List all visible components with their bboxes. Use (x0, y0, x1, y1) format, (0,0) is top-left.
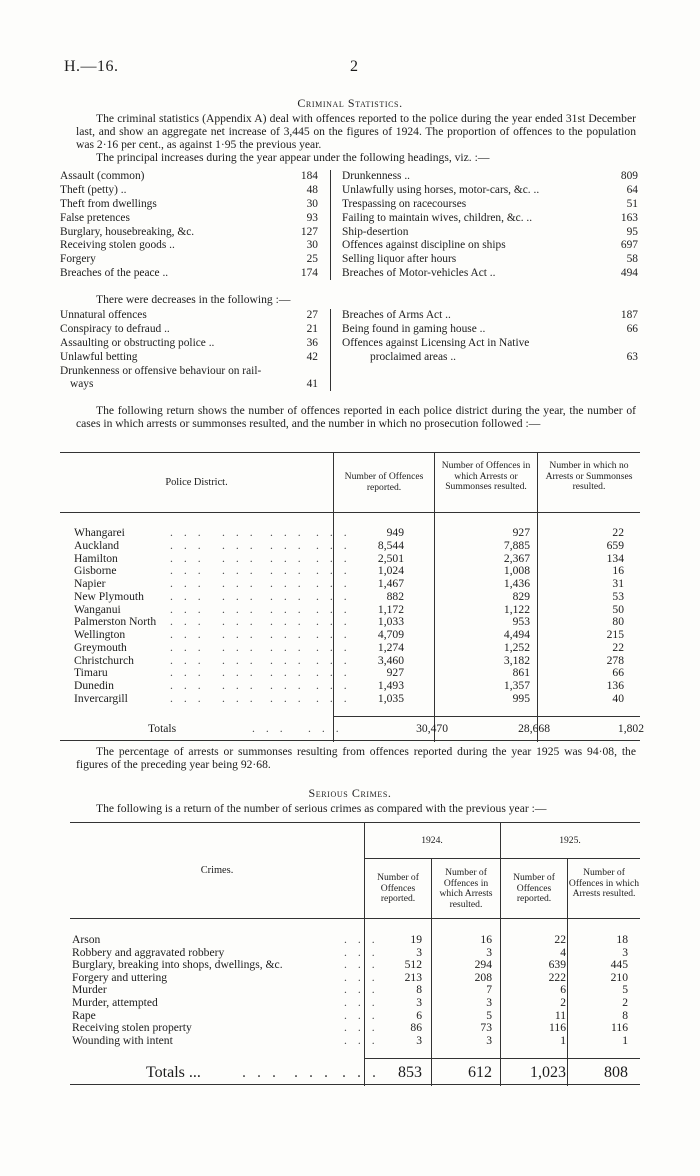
cell-no-arrests: 215 (606, 628, 624, 641)
item-label: Being found in gaming house .. (342, 322, 486, 335)
leader-dots: ... (222, 679, 264, 692)
item-label: Theft from dwellings (60, 197, 157, 210)
cell-a1925: 1 (622, 1033, 628, 1047)
leader-dots: ... (222, 538, 264, 552)
crime-name: Receiving stolen property (72, 1021, 192, 1035)
leader-dots: ... (344, 933, 386, 946)
leader-dots: ... (222, 564, 264, 578)
cell-arrests: 1,122 (503, 602, 530, 616)
list-item (342, 351, 638, 365)
leader-dots: ... (270, 564, 312, 578)
leader-dots: ... (170, 551, 212, 565)
item-label: Assault (common) (60, 170, 145, 182)
item-label: Ship-desertion (342, 225, 409, 238)
crime-name: Murder (72, 983, 107, 997)
leader-dots: ... (270, 538, 312, 552)
cell-reported: 1,274 (377, 640, 404, 654)
item-label: Drunkenness or offensive behaviour on rail- (60, 364, 262, 377)
list-item (342, 267, 638, 281)
table-row (72, 946, 640, 959)
cell-no-arrests: 66 (612, 666, 624, 680)
cell-r1925: 2 (560, 996, 566, 1009)
leader-dots: ... (316, 628, 358, 641)
table-row (74, 603, 640, 616)
leader-dots: ... (270, 679, 312, 692)
item-value: 494 (620, 267, 638, 280)
table-row (74, 590, 640, 603)
item-label: Assaulting or obstructing police .. (60, 336, 215, 349)
district-name: Palmerston North (74, 615, 157, 629)
table-row (74, 577, 640, 590)
leader-dots: ... (316, 679, 358, 692)
leader-dots: ... (316, 691, 358, 705)
item-label: Forgery (60, 253, 96, 266)
leader-dots: ... (170, 589, 212, 603)
leader-dots: ... (344, 1033, 386, 1047)
table-row (72, 971, 640, 984)
item-value: 27 (306, 309, 318, 321)
decreases-left-list (60, 309, 318, 392)
cell-arrests: 1,008 (503, 564, 530, 578)
item-label: ways (70, 378, 94, 391)
cell-r1924: 19 (410, 933, 422, 946)
cell-arrests: 953 (512, 615, 530, 629)
item-value: 64 (626, 183, 638, 196)
district-name: Whangarei (74, 526, 125, 539)
item-value: 30 (306, 239, 318, 252)
decreases-intro: There were decreases in the following :— (96, 293, 291, 306)
percentage-paragraph: The percentage of arrests or summonses resulting from offences reported during the year 1925 was 94·08, the figures of the preceding year being 92·68. (76, 745, 636, 771)
district-name: Hamilton (74, 551, 118, 565)
column-divider (330, 170, 331, 280)
table-row (74, 654, 640, 667)
year-1924-header: 1924. (421, 835, 443, 846)
list-item (60, 378, 318, 392)
leader-dots: ... (270, 526, 312, 539)
list-item (60, 184, 318, 198)
cell-r1924: 8 (416, 983, 422, 997)
leader-dots: ... (222, 615, 264, 629)
cell-no-arrests: 659 (606, 538, 624, 552)
leader-dots: ... (316, 526, 358, 539)
cell-arrests: 1,252 (503, 640, 530, 654)
cell-reported: 1,035 (377, 691, 404, 705)
cell-r1925: 22 (554, 933, 566, 946)
cell-reported: 2,501 (377, 551, 404, 565)
leader-dots: ... (344, 996, 386, 1009)
item-value: 58 (626, 253, 638, 266)
leader-dots: ... (222, 551, 264, 565)
list-item (60, 226, 318, 240)
district-name: Dunedin (74, 679, 114, 692)
leader-dots: ... (222, 640, 264, 654)
no-arrests-col-header: Number in which no Arrests or Summonses resulted. (545, 460, 633, 492)
cell-a1924: 208 (474, 970, 492, 984)
item-value: 127 (300, 225, 318, 238)
item-value: 21 (306, 322, 318, 335)
item-value: 41 (306, 378, 318, 391)
cell-a1925: 5 (622, 983, 628, 997)
leader-dots: ... (270, 628, 312, 641)
cell-a1924: 294 (474, 958, 492, 972)
item-value: 174 (300, 267, 318, 280)
table-row (72, 1021, 640, 1034)
district-name: Wellington (74, 628, 126, 641)
leader-dots: ... (170, 666, 212, 680)
arrests-1925-header: Number of Offences in which Arrests resulted. (568, 867, 640, 899)
table-row (74, 615, 640, 628)
reported-col-header: Number of Offences reported. (344, 471, 424, 493)
cell-no-arrests: 22 (612, 526, 624, 539)
cell-r1925: 639 (548, 958, 566, 972)
cell-arrests: 2,367 (503, 551, 530, 565)
cell-reported: 927 (386, 666, 404, 680)
cell-reported: 949 (386, 526, 404, 539)
list-item (342, 212, 638, 226)
item-label: Trespassing on racecourses (342, 197, 467, 210)
leader-dots: ... (316, 538, 358, 552)
district-name: Auckland (74, 538, 120, 552)
leader-dots: ... (270, 653, 312, 667)
leader-dots: ... (344, 958, 386, 972)
item-label: Unnatural offences (60, 309, 147, 321)
leader-dots: ... (222, 602, 264, 616)
list-item (60, 253, 318, 267)
serious-crimes-intro: The following is a return of the number of serious crimes as compared with the previous year :— (96, 802, 547, 815)
item-value: 25 (306, 253, 318, 266)
leader-dots: ... (270, 615, 312, 629)
cell-arrests: 995 (512, 691, 530, 705)
cell-r1924: 86 (410, 1021, 422, 1035)
crimes-col-header: Crimes. (200, 865, 234, 876)
page-reference: H.—16. (64, 58, 119, 75)
leader-dots: ... (222, 666, 264, 680)
leader-dots: ... (270, 551, 312, 565)
cell-r1925: 1 (560, 1033, 566, 1047)
increases-left-list (60, 170, 318, 281)
item-value: 184 (300, 170, 318, 182)
leader-dots: ... (170, 653, 212, 667)
cell-a1924: 3 (486, 996, 492, 1009)
district-name: Greymouth (74, 640, 127, 654)
table-row (72, 958, 640, 971)
cell-a1925: 18 (616, 933, 628, 946)
cell-r1924: 213 (404, 970, 422, 984)
leader-dots: ... (344, 1008, 386, 1022)
leader-dots: ... (316, 615, 358, 629)
district-totals-row: Totals ... ... 30,470 28,668 1,802 (148, 722, 644, 735)
cell-no-arrests: 80 (612, 615, 624, 629)
table-row (72, 1009, 640, 1022)
cell-no-arrests: 278 (606, 653, 624, 667)
cell-reported: 1,172 (377, 602, 404, 616)
item-label: Breaches of Arms Act .. (342, 309, 451, 321)
cell-arrests: 3,182 (503, 653, 530, 667)
district-name: New Plymouth (74, 589, 144, 603)
list-item (60, 365, 318, 379)
cell-a1924: 3 (486, 945, 492, 959)
list-item (342, 253, 638, 267)
table-row (72, 1034, 640, 1047)
cell-a1925: 8 (622, 1008, 628, 1022)
item-value: 93 (306, 211, 318, 224)
cell-reported: 882 (386, 589, 404, 603)
list-item (60, 323, 318, 337)
cell-a1925: 210 (610, 970, 628, 984)
list-item (342, 309, 638, 323)
page-number: 2 (350, 58, 358, 75)
cell-a1924: 5 (486, 1008, 492, 1022)
item-label: Drunkenness .. (342, 170, 411, 182)
crime-name: Forgery and uttering (72, 970, 168, 984)
table-row (72, 983, 640, 996)
item-value: 42 (306, 350, 318, 363)
leader-dots: ... (222, 653, 264, 667)
leader-dots: ... (170, 615, 212, 629)
leader-dots: ... (316, 640, 358, 654)
list-item (342, 184, 638, 198)
leader-dots: ... (316, 564, 358, 578)
item-label: Selling liquor after hours (342, 253, 457, 266)
cell-r1925: 4 (560, 945, 566, 959)
item-label: Theft (petty) .. (60, 183, 127, 196)
district-col-header: Police District. (165, 477, 228, 488)
leader-dots: ... (316, 653, 358, 667)
table-row (74, 692, 640, 705)
leader-dots: ... (170, 564, 212, 578)
item-label: Unlawfully using horses, motor-cars, &c. .. (342, 183, 540, 196)
cell-no-arrests: 136 (606, 679, 624, 692)
cell-a1924: 16 (480, 933, 492, 946)
cell-r1925: 116 (549, 1021, 566, 1035)
item-label: Breaches of Motor-vehicles Act .. (342, 267, 496, 280)
item-label: Offences against Licensing Act in Native (342, 336, 530, 349)
leader-dots: ... (270, 666, 312, 680)
crime-name: Murder, attempted (72, 996, 158, 1009)
crime-name: Wounding with intent (72, 1033, 173, 1047)
cell-reported: 1,024 (377, 564, 404, 578)
cell-arrests: 861 (512, 666, 530, 680)
cell-r1924: 3 (416, 945, 422, 959)
cell-no-arrests: 50 (612, 602, 624, 616)
leader-dots: ... (344, 983, 386, 997)
cell-a1925: 3 (622, 945, 628, 959)
leader-dots: ... (270, 602, 312, 616)
item-value: 48 (306, 183, 318, 196)
intro-paragraph: The criminal statistics (Appendix A) deal with offences reported to the police during the year ended 31st December last, and show an aggregate net increase of 3,445 on the figures of 1924. The proportion of offences to the population was 2·16 per cent., as against 1·95 the previous year. (76, 112, 636, 151)
list-item (60, 351, 318, 365)
item-label: Unlawful betting (60, 350, 138, 363)
section-title-criminal-statistics: Criminal Statistics. (297, 96, 403, 110)
item-value: 36 (306, 336, 318, 349)
item-label: False pretences (60, 211, 130, 224)
leader-dots: ... (170, 691, 212, 705)
cell-r1924: 6 (416, 1008, 422, 1022)
cell-reported: 1,033 (377, 615, 404, 629)
leader-dots: ... (344, 1021, 386, 1035)
cell-reported: 1,493 (377, 679, 404, 692)
reported-1925-header: Number of Offences reported. (513, 872, 555, 904)
cell-r1925: 222 (548, 970, 566, 984)
table-row (74, 564, 640, 577)
item-value: 809 (620, 170, 638, 182)
list-item (342, 226, 638, 240)
leader-dots: ... (222, 526, 264, 539)
leader-dots: ... (222, 691, 264, 705)
list-item (60, 267, 318, 281)
item-value: 66 (626, 322, 638, 335)
leader-dots: ... (170, 526, 212, 539)
district-name: Christchurch (74, 653, 134, 667)
cell-arrests: 1,357 (503, 679, 530, 692)
cell-reported: 1,467 (377, 577, 404, 590)
leader-dots: ... (316, 589, 358, 603)
list-item (60, 309, 318, 323)
table-row (74, 666, 640, 679)
crimes-totals-row: Totals ... ... ... ... 853 612 1,023 808 (146, 1064, 628, 1081)
leader-dots: ... (344, 970, 386, 984)
leader-dots: ... (316, 666, 358, 680)
crime-name: Burglary, breaking into shops, dwellings, &c. (72, 958, 283, 972)
item-label: Conspiracy to defraud .. (60, 322, 170, 335)
leader-dots: ... (170, 679, 212, 692)
list-item (60, 239, 318, 253)
table-row (74, 526, 640, 539)
cell-no-arrests: 22 (612, 640, 624, 654)
leader-dots: ... (316, 577, 358, 590)
crime-name: Arson (72, 933, 101, 946)
cell-arrests: 829 (512, 589, 530, 603)
item-value: 187 (620, 309, 638, 321)
cell-no-arrests: 16 (612, 564, 624, 578)
table-row (74, 679, 640, 692)
arrests-col-header: Number of Offences in which Arrests or Summonses resulted. (441, 460, 531, 492)
cell-reported: 8,544 (377, 538, 404, 552)
leader-dots: ... (270, 589, 312, 603)
district-name: Wanganui (74, 602, 121, 616)
district-name: Timaru (74, 666, 108, 680)
item-label: Burglary, housebreaking, &c. (60, 225, 195, 238)
list-item (60, 170, 318, 184)
list-item (60, 337, 318, 351)
list-item (342, 198, 638, 212)
list-item (342, 170, 638, 184)
item-label: Failing to maintain wives, children, &c. .. (342, 211, 533, 224)
item-label: Offences against discipline on ships (342, 239, 506, 252)
leader-dots: ... (170, 577, 212, 590)
cell-no-arrests: 53 (612, 589, 624, 603)
column-divider (330, 309, 331, 391)
list-item (60, 212, 318, 226)
list-item (342, 323, 638, 337)
section-title-serious-crimes: Serious Crimes. (308, 786, 392, 800)
table-row (74, 539, 640, 552)
leader-dots: ... (316, 602, 358, 616)
item-label: Breaches of the peace .. (60, 267, 169, 280)
district-name: Gisborne (74, 564, 117, 578)
leader-dots: ... (270, 640, 312, 654)
cell-r1924: 3 (416, 996, 422, 1009)
reported-1924-header: Number of Offences reported. (377, 872, 419, 904)
cell-a1925: 2 (622, 996, 628, 1009)
district-name: Napier (74, 577, 106, 590)
leader-dots: ... (170, 628, 212, 641)
table-row (72, 996, 640, 1009)
crime-name: Robbery and aggravated robbery (72, 945, 225, 959)
table-row (72, 933, 640, 946)
item-label: Receiving stolen goods .. (60, 239, 175, 252)
cell-r1925: 11 (554, 1008, 566, 1022)
item-value: 51 (626, 197, 638, 210)
table-row (74, 628, 640, 641)
district-name: Invercargill (74, 691, 128, 705)
table-row (74, 641, 640, 654)
list-item (60, 198, 318, 212)
cell-r1924: 3 (416, 1033, 422, 1047)
increases-right-list (342, 170, 638, 281)
leader-dots: ... (170, 602, 212, 616)
crime-name: Rape (72, 1008, 96, 1022)
cell-no-arrests: 134 (606, 551, 624, 565)
leader-dots: ... (316, 551, 358, 565)
leader-dots: ... (222, 577, 264, 590)
cell-a1925: 445 (610, 958, 628, 972)
leader-dots: ... (344, 945, 386, 959)
leader-dots: ... (222, 628, 264, 641)
list-item (342, 337, 638, 351)
leader-dots: ... (170, 640, 212, 654)
table-row (74, 552, 640, 565)
leader-dots: ... (270, 691, 312, 705)
leader-dots: ... (222, 589, 264, 603)
cell-reported: 3,460 (377, 653, 404, 667)
cell-arrests: 1,436 (503, 577, 530, 590)
cell-r1925: 6 (560, 983, 566, 997)
list-item (342, 239, 638, 253)
cell-a1924: 73 (480, 1021, 492, 1035)
district-intro: The following return shows the number of offences reported in each police district during the year, the number of cases in which arrests or summonses resulted, and the number in which no prosecution followed :— (76, 404, 636, 430)
cell-a1924: 7 (486, 983, 492, 997)
leader-dots: ... (270, 577, 312, 590)
cell-r1924: 512 (404, 958, 422, 972)
arrests-1924-header: Number of Offences in which Arrests resulted. (439, 867, 493, 910)
item-value: 697 (620, 239, 638, 252)
item-value: 30 (306, 197, 318, 210)
year-1925-header: 1925. (559, 835, 581, 846)
cell-reported: 4,709 (377, 628, 404, 641)
cell-no-arrests: 40 (612, 691, 624, 705)
cell-arrests: 927 (512, 526, 530, 539)
leader-dots: ... (170, 538, 212, 552)
item-value: 95 (626, 225, 638, 238)
cell-a1924: 3 (486, 1033, 492, 1047)
cell-a1925: 116 (611, 1021, 628, 1035)
cell-no-arrests: 31 (612, 577, 624, 590)
item-label: proclaimed areas .. (370, 350, 457, 363)
decreases-right-list (342, 309, 638, 365)
increases-intro: The principal increases during the year appear under the following headings, viz. :— (96, 151, 490, 164)
cell-arrests: 7,885 (503, 538, 530, 552)
cell-arrests: 4,494 (503, 628, 530, 641)
item-value: 163 (620, 211, 638, 224)
item-value: 63 (626, 350, 638, 363)
